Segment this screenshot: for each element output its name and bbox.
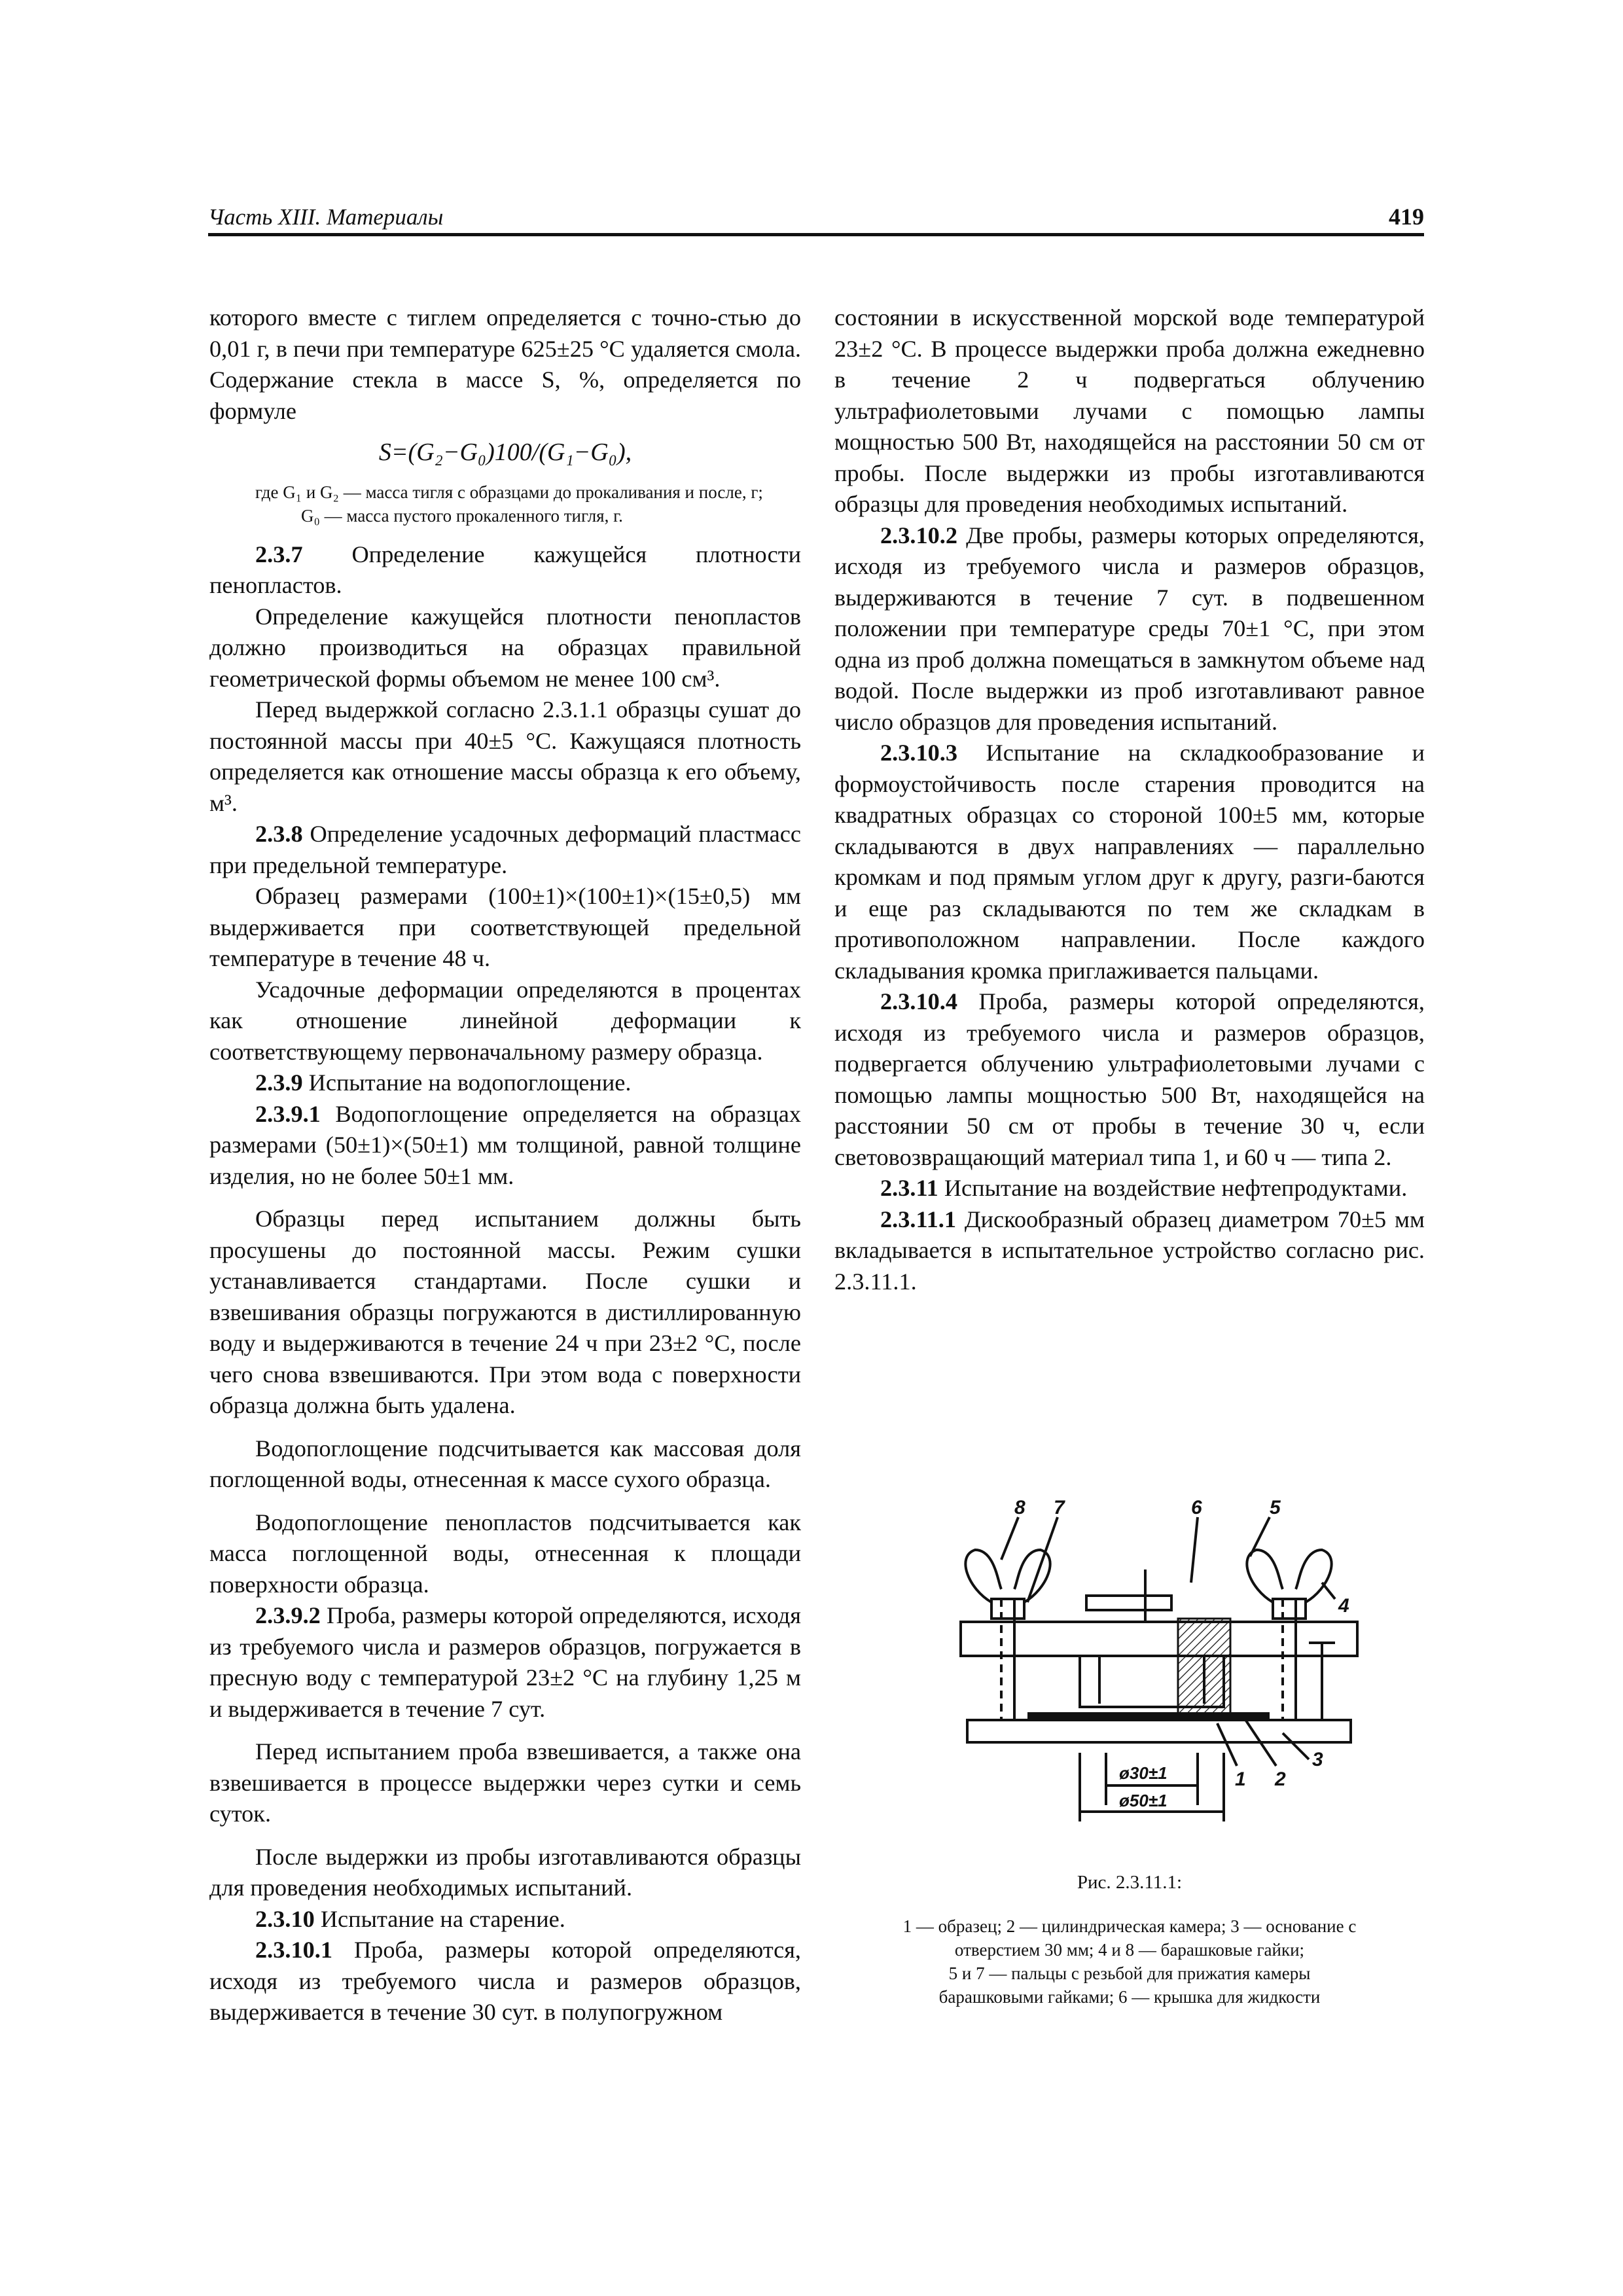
- lid-plate: [961, 1622, 1357, 1656]
- test-device-drawing: [942, 1491, 1374, 1844]
- test-device-figure: [942, 1491, 1374, 1844]
- paragraph-text: Две пробы, размеры которых определяются, исходя из требуемого числа и размеров образцов, выдерживаются в течение 7 сут. в подвешенном положении при температуре среды 70±1 °C, при этом одна из проб должна помещаться в замкнутом объеме над водой. После выдержки из проб изготавливают равное число образцов для проведения испытаний.: [834, 522, 1425, 735]
- section-heading-2-3-9: [209, 1067, 801, 1099]
- section-title: Определение кажущейся плотности пенопластов.: [209, 541, 801, 598]
- paragraph: Определение кажущейся плотности пенопластов должно производиться на образцах правильной геометрической формы объемом не менее 100 см³.: [209, 603, 801, 692]
- sample-disk: [1027, 1712, 1270, 1719]
- label-2: 2: [1275, 1768, 1286, 1790]
- dimension-inner-diameter: ø30±1: [1119, 1763, 1168, 1783]
- section-number: 2.3.9: [255, 1069, 303, 1096]
- paragraph: Образец размерами (100±1)×(100±1)×(15±0,5) мм выдерживается при соответствующей предельной температуре в течение 48 ч.: [209, 883, 801, 971]
- section-number: 2.3.7: [255, 541, 303, 567]
- paragraph: После выдержки из пробы изготавливаются образцы для проведения необходимых испытаний.: [209, 1843, 801, 1901]
- label-7: 7: [1054, 1497, 1065, 1518]
- paragraph-text: Водопоглощение определяется на образцах размерами (50±1)×(50±1) мм толщиной, равной толщине изделия, но не более 50±1 мм.: [209, 1100, 801, 1189]
- section-number: 2.3.11.1: [880, 1206, 956, 1232]
- running-title: Часть XIII. Материалы: [208, 204, 444, 230]
- section-heading-2-3-10: [209, 1904, 801, 1935]
- caption-line: барашковыми гайками; 6 — крышка для жидкости: [938, 1987, 1321, 2007]
- paragraph-text: Дискообразный образец диаметром 70±5 мм вкладывается в испытательное устройство согласно рис. 2.3.11.1.: [834, 1206, 1425, 1295]
- paragraph: Образцы перед испытанием должны быть просушены до постоянной массы. Режим сушки устанавливается стандартами. После сушки и взвешивания образцы погружаются в дистиллированную воду и выдерживаются в течение 24 ч при 23±2 °C, после чего снова взвешиваются. При этом вода с поверхности образца должна быть удалена.: [209, 1206, 801, 1418]
- paragraph: состоянии в искусственной морской воде температурой 23±2 °C. В процессе выдержки проба должна ежедневно в течение 2 ч подвергаться облучению ультрафиолетовыми лучами с помощью лампы мощностью 500 Вт, находящейся на расстоянии 50 см от пробы. После выдержки из пробы изготавливаются образцы для проведения необходимых испытаний.: [834, 304, 1425, 517]
- paragraph: Перед выдержкой согласно 2.3.1.1 образцы сушат до постоянной массы при 40±5 °C. Кажущаяся плотность определяется как отношение массы образца к его объему, м³.: [209, 696, 801, 816]
- section-number: 2.3.10.3: [880, 740, 957, 766]
- figure-caption-title: Рис. 2.3.11.1:: [1077, 1872, 1183, 1893]
- caption-line: отверстием 30 мм; 4 и 8 — барашковые гайки;: [954, 1940, 1305, 1960]
- right-column: [834, 302, 1425, 1297]
- section-number: 2.3.9.1: [255, 1100, 321, 1127]
- section-number: 2.3.11: [880, 1175, 938, 1201]
- glass-content-formula: S=(G₂−G₀)100/(G₁−G₀),: [378, 439, 632, 466]
- section-2-3-9-2: [209, 1600, 801, 1725]
- label-1: 1: [1235, 1768, 1246, 1790]
- paragraph: Водопоглощение подсчитывается как массовая доля поглощенной воды, отнесенная к массе сухого образца.: [209, 1435, 801, 1492]
- label-8: 8: [1014, 1497, 1026, 1518]
- left-wing-nut: [991, 1599, 1024, 1619]
- section-number: 2.3.10.4: [880, 988, 957, 1014]
- section-2-3-10-4: [834, 986, 1425, 1173]
- page-header: [208, 196, 1424, 236]
- label-4: 4: [1338, 1595, 1349, 1617]
- formula-legend-g0: G₀ — масса пустого прокаленного тигля, г.: [301, 505, 623, 526]
- section-2-3-10-3: [834, 738, 1425, 986]
- section-heading-2-3-7: [209, 539, 801, 601]
- section-number: 2.3.9.2: [255, 1602, 321, 1628]
- section-2-3-9-1: [209, 1099, 801, 1193]
- section-2-3-11-1: [834, 1204, 1425, 1298]
- paragraph: Перед испытанием проба взвешивается, а также она взвешивается в процессе выдержки через сутки и семь суток.: [209, 1738, 801, 1827]
- section-number: 2.3.8: [255, 821, 303, 847]
- section-title: Испытание на воздействие нефтепродуктами.: [944, 1175, 1408, 1201]
- formula-legend-g1-g2: где G₁ и G₂ — масса тигля с образцами до прокаливания и после, г;: [255, 482, 763, 502]
- paragraph-text: Испытание на складкообразование и формоустойчивость после старения проводится на квадратных образцах со стороной 100±5 мм, которые складываются в двух направлениях — параллельно кромкам и под прямым углом друг к другу, разги-баются и еще раз складываются по тем же складкам в противоположном направлении. После каждого складывания кромка приглаживается пальцами.: [834, 740, 1425, 984]
- section-number: 2.3.10.1: [255, 1937, 332, 1963]
- label-3: 3: [1312, 1749, 1323, 1770]
- section-title: Испытание на старение.: [320, 1905, 565, 1932]
- section-2-3-10-1: [209, 1935, 801, 2028]
- section-title: Определение усадочных деформаций пластмасс при предельной температуре.: [209, 821, 802, 878]
- left-column: [209, 302, 801, 2028]
- base-plate: [967, 1720, 1351, 1742]
- section-2-3-10-2: [834, 520, 1425, 738]
- paragraph-text: Проба, размеры которой определяются, исходя из требуемого числа и размеров образцов, погружается в пресную воду с температурой 23±2 °C на глубину 1,25 м и выдерживается в течение 7 сут.: [209, 1602, 801, 1722]
- header-rule: [208, 233, 1424, 236]
- paragraph: Усадочные деформации определяются в процентах как отношение линейной деформации к соответствующему первоначальному размеру образца.: [209, 976, 801, 1065]
- caption-line: 1 — образец; 2 — цилиндрическая камера; 3 — основание с: [902, 1916, 1357, 1936]
- label-6: 6: [1191, 1497, 1202, 1518]
- section-number: 2.3.10.2: [880, 522, 957, 548]
- paragraph: которого вместе с тиглем определяется с точно-стью до 0,01 г, в печи при температуре 625±25 °C удаляется смола. Содержание стекла в массе S, %, определяется по формуле: [209, 304, 801, 424]
- figure-caption-legend: [834, 1914, 1425, 2009]
- liquid-cap: [1086, 1596, 1171, 1610]
- paragraph-text: Проба, размеры которой определяются, исходя из требуемого числа и размеров образцов, выдерживается в течение 30 сут. в полупогружном: [209, 1937, 802, 2025]
- right-wing-nut: [1273, 1599, 1306, 1619]
- caption-line: 5 и 7 — пальцы с резьбой для прижатия камеры: [948, 1964, 1311, 1983]
- chamber-wall-hatch: [1178, 1619, 1230, 1717]
- section-title: Испытание на водопоглощение.: [308, 1069, 632, 1096]
- page-number: 419: [1389, 204, 1424, 230]
- section-number: 2.3.10: [255, 1905, 315, 1932]
- label-5: 5: [1270, 1497, 1281, 1518]
- section-heading-2-3-8: [209, 819, 801, 881]
- paragraph-text: Проба, размеры которой определяются, исходя из требуемого числа и размеров образцов, подвергается облучению ультрафиолетовыми лучами с помощью лампы мощностью 500 Вт, находящейся на расстоянии 50 см от пробы в течение 30 ч, если световозвращающий материал типа 1, и 60 ч — типа 2.: [834, 988, 1425, 1170]
- paragraph: Водопоглощение пенопластов подсчитывается как масса поглощенной воды, отнесенная к площади поверхности образца.: [209, 1509, 801, 1598]
- section-heading-2-3-11: [834, 1173, 1425, 1204]
- dimension-outer-diameter: ø50±1: [1119, 1791, 1168, 1810]
